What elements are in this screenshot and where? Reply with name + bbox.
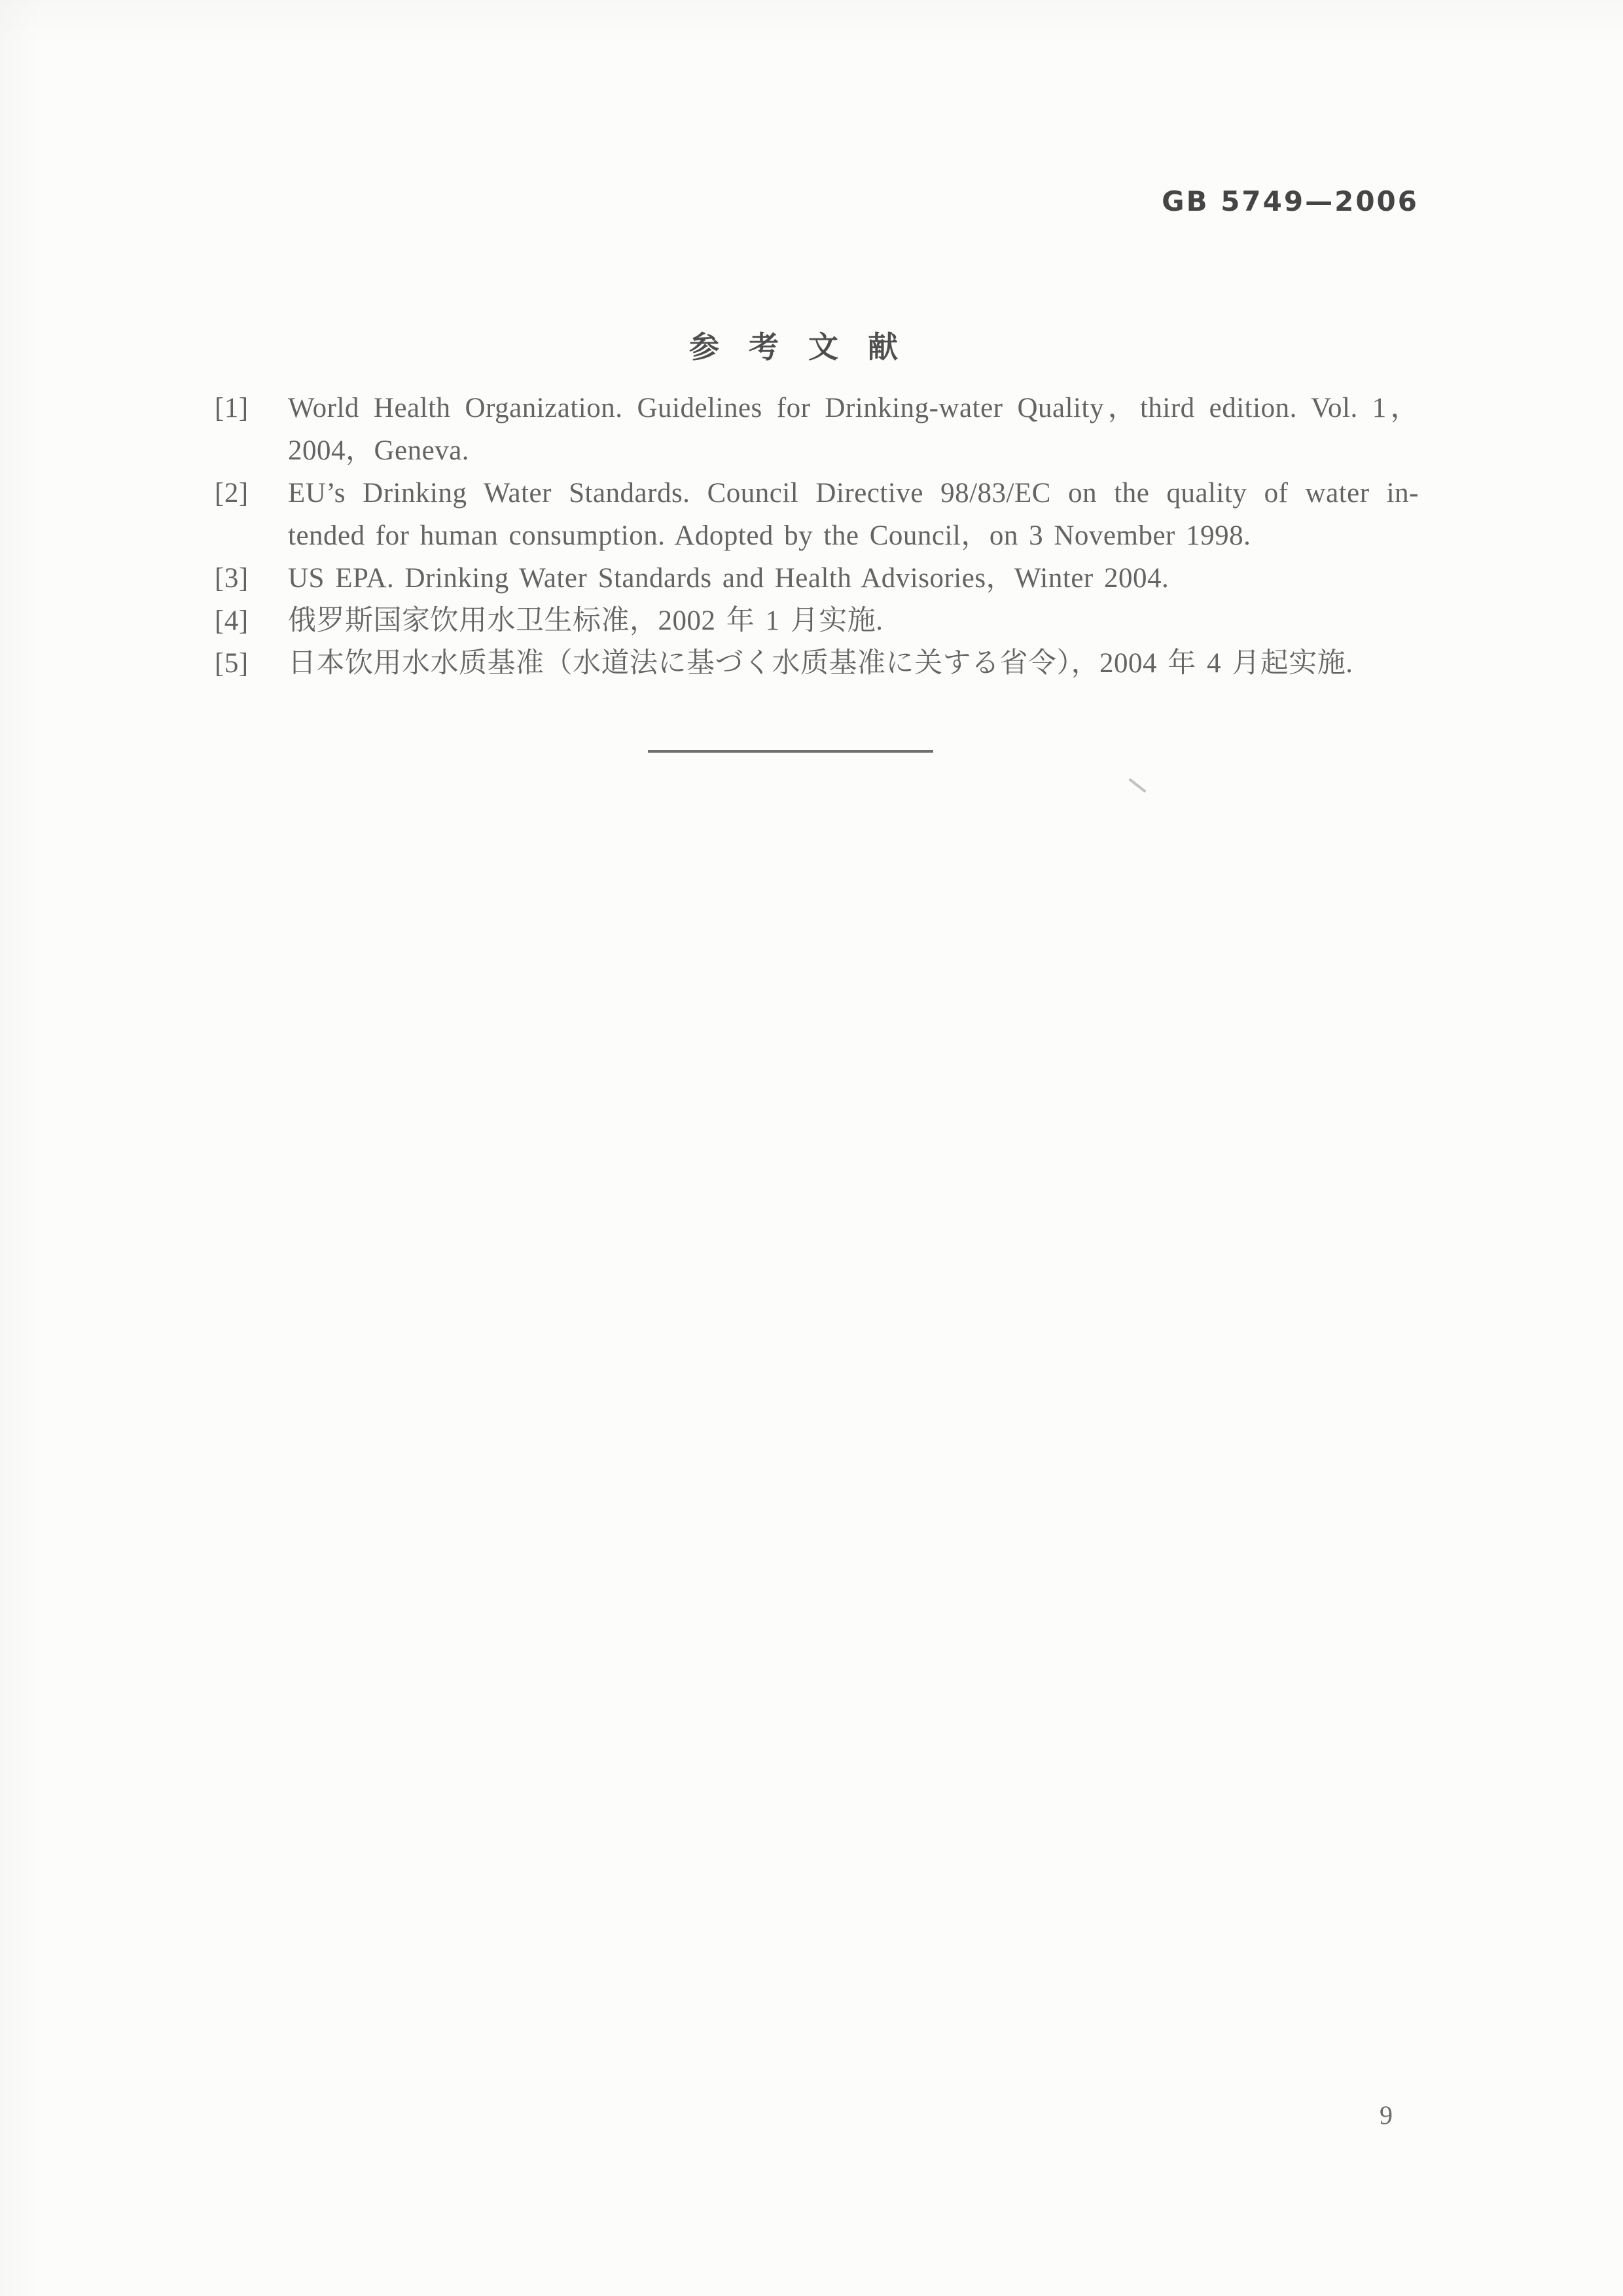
reference-number: [1] bbox=[215, 393, 249, 423]
reference-item bbox=[215, 472, 1419, 557]
reference-item bbox=[215, 557, 1419, 600]
reference-number: [3] bbox=[215, 563, 249, 594]
reference-item bbox=[215, 642, 1419, 685]
reference-list bbox=[215, 387, 1419, 685]
reference-number: [4] bbox=[215, 605, 249, 636]
reference-item bbox=[215, 600, 1419, 642]
reference-line: World Health Organization. Guidelines for Drinking-water Quality，third edition. Vol. 1， bbox=[288, 393, 1419, 423]
reference-text bbox=[288, 472, 1419, 557]
reference-line: 俄罗斯国家饮用水卫生标准，2002 年 1 月实施. bbox=[288, 605, 883, 636]
reference-line: US EPA. Drinking Water Standards and Health Advisories，Winter 2004. bbox=[288, 563, 1169, 594]
reference-line: tended for human consumption. Adopted by the Council，on 3 November 1998. bbox=[288, 520, 1251, 551]
scan-smudge-artifact bbox=[1128, 778, 1147, 793]
reference-number: [2] bbox=[215, 478, 249, 509]
page-number: 9 bbox=[1380, 2100, 1393, 2130]
reference-line: 日本饮用水水质基准（水道法に基づく水质基准に关する省令），2004 年 4 月起实施. bbox=[288, 648, 1353, 679]
reference-text bbox=[288, 600, 1419, 642]
reference-number: [5] bbox=[215, 648, 249, 679]
references-title: 参考文献 bbox=[689, 331, 927, 364]
end-of-document-rule bbox=[648, 750, 933, 753]
reference-item bbox=[215, 387, 1419, 472]
reference-text bbox=[288, 387, 1419, 472]
standard-code: GB 5749—2006 bbox=[1162, 185, 1419, 217]
reference-line: EU’s Drinking Water Standards. Council Directive 98/83/EC on the quality of water in- bbox=[288, 478, 1419, 509]
reference-line: 2004，Geneva. bbox=[288, 435, 470, 466]
reference-text bbox=[288, 642, 1419, 685]
reference-text bbox=[288, 557, 1419, 600]
